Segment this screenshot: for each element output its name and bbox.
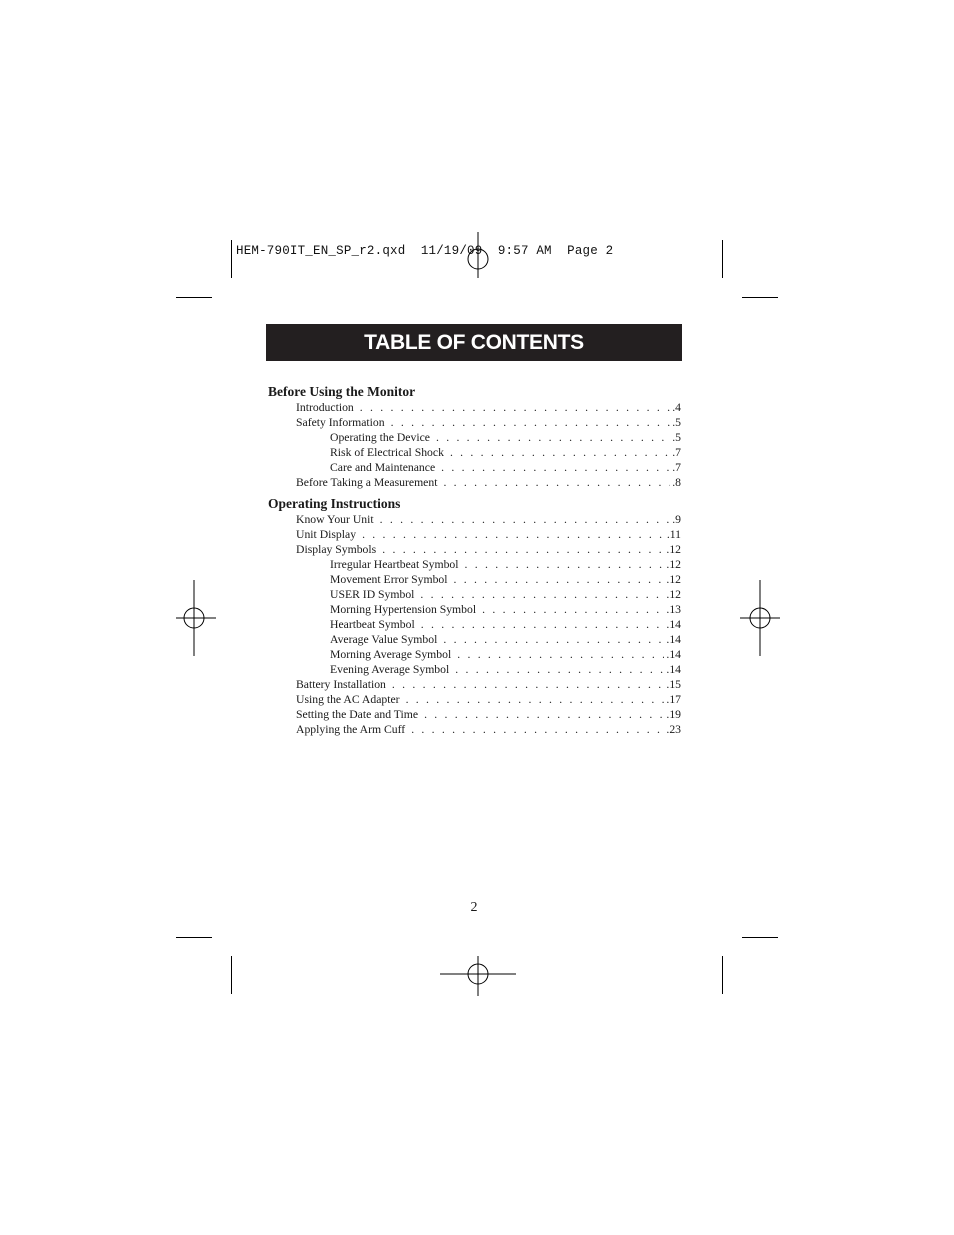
toc-entry-label: Setting the Date and Time [296,708,419,721]
table-of-contents [268,383,681,737]
section-heading: Before Using the Monitor [268,384,416,399]
dot-leader [420,587,664,602]
dot-leader [443,632,664,647]
toc-entry [268,415,681,430]
toc-entry [268,542,681,557]
toc-entry [268,445,681,460]
toc-entry-label: Introduction [296,401,354,414]
dot-leader [436,430,670,445]
toc-entry-label: Operating the Device [330,431,430,444]
toc-entry-label: Morning Hypertension Symbol [330,603,477,616]
toc-entry-page: .12 [666,573,681,586]
toc-entry-label: Movement Error Symbol [330,573,448,586]
toc-entry [268,557,681,572]
toc-entry [268,602,681,617]
toc-entry [268,587,681,602]
dot-leader [362,527,665,542]
toc-entry-label: Care and Maintenance [330,461,436,474]
toc-entry-page: .23 [666,723,681,736]
toc-entry-page: .12 [666,588,681,601]
dot-leader [455,662,664,677]
dot-leader [441,460,670,475]
crop-mark-bottom-right-vertical [722,956,723,994]
toc-entry-label: Average Value Symbol [330,633,438,646]
toc-entry-label: Risk of Electrical Shock [330,446,444,459]
toc-entry-label: Battery Installation [296,678,386,691]
toc-entry-page: .14 [666,618,681,631]
toc-entry-page: .5 [672,416,681,429]
dot-leader [443,475,670,490]
toc-entry [268,722,681,737]
dot-leader [482,602,664,617]
toc-section-operating-instructions [268,495,681,737]
toc-entry [268,475,681,490]
toc-entry [268,572,681,587]
toc-entry-label: Applying the Arm Cuff [296,723,406,736]
toc-entry [268,512,681,527]
dot-leader [424,707,664,722]
page-title: TABLE OF CONTENTS [364,330,584,354]
toc-entry [268,647,681,662]
registration-mark-left [176,580,216,656]
title-banner [266,324,682,361]
toc-entry-page: .13 [666,603,681,616]
toc-entry-page: .5 [672,431,681,444]
toc-entry [268,692,681,707]
dot-leader [382,542,664,557]
dot-leader [454,572,665,587]
toc-entry [268,460,681,475]
toc-entry-page: .4 [672,401,681,414]
toc-entry-label: Safety Information [296,416,385,429]
toc-entry-page: .15 [666,678,681,691]
toc-entry-page: .9 [672,513,681,526]
dot-leader [411,722,664,737]
toc-entry-page: .14 [666,648,681,661]
dot-leader [360,400,670,415]
toc-entry-label: Irregular Heartbeat Symbol [330,558,459,571]
crop-mark-bottom-left-vertical [231,956,232,994]
toc-entry [268,632,681,647]
toc-entry-label: Morning Average Symbol [330,648,452,661]
crop-mark-top-left-vertical [231,240,232,278]
dot-leader [380,512,671,527]
file-slug-line: HEM-790IT_EN_SP_r2.qxd 11/19/09 9:57 AM Page 2 [236,244,614,258]
dot-leader [450,445,670,460]
crop-mark-top-right-vertical [722,240,723,278]
toc-entry-label: Before Taking a Measurement [296,476,438,489]
toc-entry-page: .14 [666,663,681,676]
crop-mark-bottom-left-horizontal [176,937,212,938]
toc-entry [268,707,681,722]
dot-leader [391,415,671,430]
dot-leader [406,692,665,707]
dot-leader [465,557,665,572]
toc-entry-label: Using the AC Adapter [296,693,400,706]
toc-entry-page: .12 [666,558,681,571]
dot-leader [392,677,664,692]
toc-entry-label: Evening Average Symbol [330,663,450,676]
registration-mark-bottom [440,956,516,996]
dot-leader [457,647,664,662]
toc-entry-page: .19 [666,708,681,721]
toc-entry-label: Heartbeat Symbol [330,618,415,631]
toc-entry-page: .12 [666,543,681,556]
toc-entry-page: .7 [672,461,681,474]
toc-entry-page: .11 [666,528,681,541]
dot-leader [421,617,665,632]
toc-entry-page: .17 [666,693,681,706]
toc-entry [268,617,681,632]
crop-mark-top-right-horizontal [742,297,778,298]
registration-mark-top [440,232,516,278]
registration-mark-right [740,580,780,656]
toc-entry-page: .7 [672,446,681,459]
section-heading: Operating Instructions [268,496,401,511]
crop-mark-top-left-horizontal [176,297,212,298]
toc-entry [268,527,681,542]
toc-entry-label: USER ID Symbol [330,588,415,601]
toc-entry [268,662,681,677]
toc-entry [268,400,681,415]
page-number: 2 [470,900,478,915]
toc-entry [268,677,681,692]
toc-entry-page: .14 [666,633,681,646]
toc-entry-label: Display Symbols [296,543,377,556]
toc-entry-page: .8 [672,476,681,489]
toc-entry-label: Know Your Unit [296,513,374,526]
toc-entry [268,430,681,445]
toc-entry-label: Unit Display [296,528,357,541]
toc-section-before-using [268,383,681,490]
crop-mark-bottom-right-horizontal [742,937,778,938]
